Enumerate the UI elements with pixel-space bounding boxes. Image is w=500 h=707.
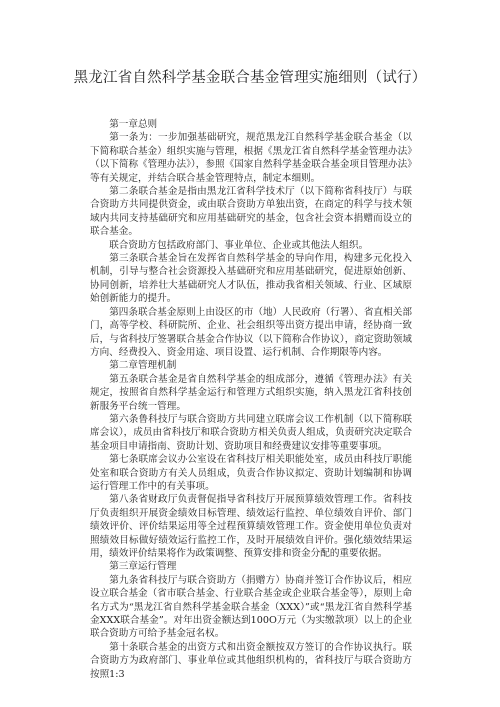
chapter-heading: 第三章运行管理 bbox=[109, 561, 177, 573]
document-title: 黑龙江省自然科学基金联合基金管理实施细则（试行） bbox=[73, 70, 427, 86]
paragraph: 第十条联合基金的出资方式和出资金额按双方签订的合作协议执行。联合资助方为政府部门、事业单位或其他组织机构的，省科技厅与联合资助方按照1:3 bbox=[90, 641, 412, 680]
paragraph: 第八条省财政厅负责督促指导省科技厅开展预算绩效管理工作。省科技厅负责组织开展资金绩效目标管理、绩效运行监控、单位绩效自评价、部门绩效评价、评价结果运用等全过程预算绩效管理工作。资金使用单位负责对照绩效目标做好绩效运行监控工作，及时开展绩效自评价。强化绩效结果运用，绩效评价结果将作为政策调整、预算安排和资金分配的重要依据。 bbox=[90, 494, 412, 559]
paragraph: 第四条联合基金原则上由设区的市（地）人民政府（行署）、省直相关部门，高等学校、科研院所、企业、社会组织等出资方提出申请，经协商一致后，与省科技厅签署联合基金合作协议（以下简称合作协议），商定资助领域方向、经费投入、资金用途、项目设置、运行机制、合作期限等内容。 bbox=[90, 306, 412, 358]
paragraph: 第三条联合基金旨在发挥省自然科学基金的导向作用，构建多元化投入机制，引导与整合社会资源投入基础研究和应用基础研究，促进原始创新、协同创新，培养壮大基础研究人才队伍，推动我省相关领域、行业、区域原始创新能力的提升。 bbox=[90, 253, 412, 305]
paragraph: 第七条联席会议办公室设在省科技厅相关职能处室，成员由科技厅职能处室和联合资助方有关人员组成，负责合作协议拟定、资助计划编制和协调运行管理工作中的有关事项。 bbox=[90, 454, 412, 492]
paragraph: 第五条联合基金是省自然科学基金的组成部分，遵循《管理办法》有关规定，按照省自然科学基金运行和管理方式组织实施，纳入黑龙江省科技创新服务平台统一管理。 bbox=[90, 373, 412, 412]
document-body bbox=[90, 118, 412, 681]
paragraph: 第二条联合基金是指由黑龙江省科学技术厅（以下简称省科技厅）与联合资助方共同提供资金，或由联合资助方单独出资，在商定的科学与技术领域内共同支持基础研究和应用基础研究的基金，包含社会资本捐赠而设立的联合基金。 bbox=[90, 186, 412, 238]
chapter-heading: 第一章总则 bbox=[109, 119, 158, 130]
paragraph: 第一条为：一步加强基础研究，规范黑龙江自然科学基金联合基金（以下简称联合基金）组织实施与管理，根据《黑龙江省自然科学基金管理办法》（以下简称《管理办法》），参照《国家自然科学基金联合基金项目管理办法》等有关规定，并结合联合基金管理特点，制定本细则。 bbox=[90, 132, 412, 184]
paragraph: 第九条省科技厅与联合资助方（捐赠方）协商并签订合作协议后，相应设立联合基金（省市联合基金、行业联合基金或企业联合基金等），原则上命名方式为“黑龙江省自然科学基金联合基金（XXX）”或“黑龙江省自然科学基金XXX联合基金”。对年出资金额达到100O万元（为实缴款项）以上的企业联合资助方可给予基金冠名权。 bbox=[90, 574, 412, 640]
paragraph: 第六条鲁科技厅与联合资助方共同建立联席会议工作机制（以下简称联席会议），成员由省科技厅和联合资助方相关负责人组成，负责研究决定联合基金项目申请指南、资助计划、资助项目和经费建议安排等重要事项。 bbox=[90, 413, 412, 452]
chapter-heading: 第二章管理机制 bbox=[109, 360, 177, 372]
paragraph: 联合资助方包括政府部门、事业单位、企业或其他法人组织。 bbox=[109, 239, 369, 251]
